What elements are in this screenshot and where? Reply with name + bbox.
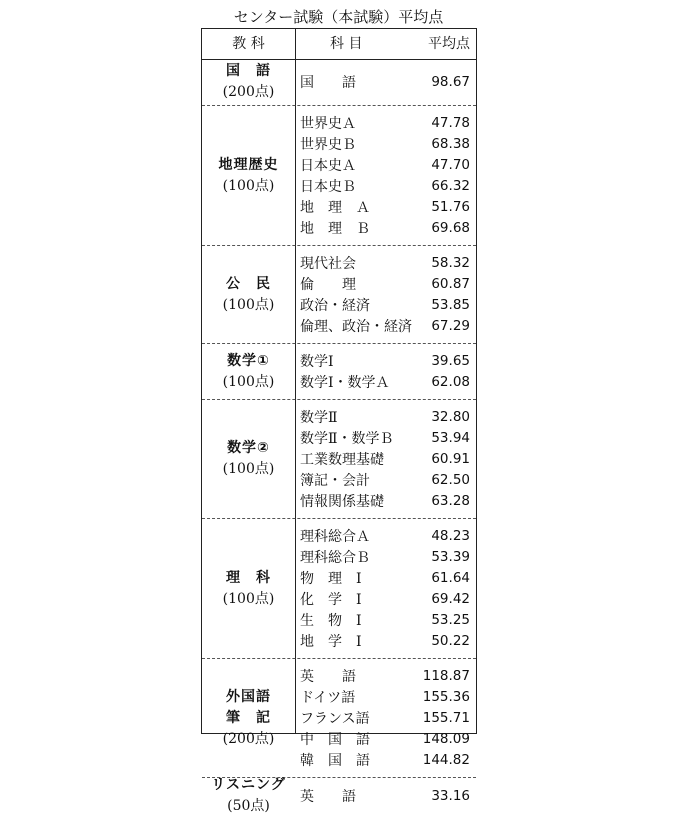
average-score: 148.09: [422, 731, 470, 747]
table-row: [300, 176, 470, 197]
average-score: 53.39: [431, 549, 470, 565]
average-score: 32.80: [431, 409, 470, 425]
table-row: [300, 547, 470, 568]
table-row: [300, 750, 470, 771]
subject-name: 政治・経済: [300, 298, 370, 314]
subject-name: 工業数理基礎: [300, 452, 384, 468]
average-score: 53.25: [431, 612, 470, 628]
subject-group: [202, 246, 476, 344]
group-points: (50点): [227, 797, 270, 814]
subject-name: 世界史Ｂ: [300, 137, 356, 153]
table-row: [300, 568, 470, 589]
group-name: 理 科: [226, 569, 271, 586]
subject-name: 地 学 Ⅰ: [300, 634, 362, 650]
subject-group: [202, 344, 476, 400]
group-points: (100点): [222, 296, 275, 313]
subject-name: 生 物 Ⅰ: [300, 613, 362, 629]
table-row: [300, 610, 470, 631]
group-rows: [300, 778, 470, 813]
group-label: [202, 106, 295, 245]
average-score: 62.50: [431, 472, 470, 488]
table-row: [300, 113, 470, 134]
group-name: 外国語: [226, 688, 271, 705]
group-name: 数学②: [227, 440, 270, 456]
subject-name: 日本史Ｂ: [300, 179, 356, 195]
subject-name: 物 理 Ⅰ: [300, 571, 362, 587]
average-score: 51.76: [431, 199, 470, 215]
subject-name: ドイツ語: [300, 690, 356, 706]
group-name: リスニング: [211, 776, 286, 793]
subject-name: 数学Ⅱ・数学Ｂ: [300, 431, 394, 447]
average-score: 68.38: [431, 136, 470, 152]
subject-name: 理科総合Ａ: [300, 529, 370, 545]
subject-name: 中 国 語: [300, 732, 370, 748]
average-score: 53.85: [431, 297, 470, 313]
subject-name: 国 語: [300, 75, 356, 91]
subject-group: [202, 778, 476, 813]
average-score: 155.71: [422, 710, 470, 726]
group-name-2: 筆 記: [226, 709, 271, 726]
table-row: [300, 449, 470, 470]
group-points: (100点): [222, 590, 275, 607]
subject-name: 化 学 Ⅰ: [300, 592, 362, 608]
group-rows: [300, 344, 470, 399]
header-subject: 科 目: [330, 36, 363, 52]
group-points: (200点): [222, 730, 275, 747]
group-points: (100点): [222, 177, 275, 194]
subject-name: 世界史Ａ: [300, 116, 356, 132]
group-name: 地理歴史: [218, 156, 279, 173]
table-row: [300, 134, 470, 155]
table-row: [300, 708, 470, 729]
page-title: センター試験（本試験）平均点: [233, 8, 444, 26]
table-row: [300, 491, 470, 512]
table-row: [300, 155, 470, 176]
average-score: 144.82: [422, 752, 470, 768]
group-name: 国 語: [226, 63, 271, 79]
group-name: 数学①: [227, 352, 270, 369]
average-score: 155.36: [422, 689, 470, 705]
table-row: [300, 687, 470, 708]
subject-name: 地 理 Ａ: [300, 200, 370, 216]
table-row: [300, 785, 470, 806]
average-score: 118.87: [422, 668, 470, 684]
average-score: 62.08: [431, 374, 470, 390]
average-score: 69.42: [431, 591, 470, 607]
table-row: [300, 295, 470, 316]
subject-name: 数学Ⅱ: [300, 410, 338, 426]
subject-group: [202, 106, 476, 246]
group-name: 公 民: [226, 275, 271, 292]
table-row: [300, 631, 470, 652]
subject-name: 英 語: [300, 669, 356, 685]
subject-name: フランス語: [300, 711, 370, 727]
table-row: [300, 470, 470, 491]
average-score: 61.64: [431, 570, 470, 586]
average-score: 48.23: [431, 528, 470, 544]
table-row: [300, 218, 470, 239]
average-score: 53.94: [431, 430, 470, 446]
subject-group: [202, 400, 476, 519]
subject-name: 理科総合Ｂ: [300, 550, 370, 566]
subject-group: [202, 659, 476, 778]
subject-name: 簿記・会計: [300, 473, 370, 489]
table-row: [300, 351, 470, 372]
table-row: [300, 729, 470, 750]
group-label: [202, 400, 295, 518]
group-rows: [300, 659, 470, 777]
group-rows: [300, 59, 470, 105]
subject-name: 数学Ⅰ・数学Ａ: [300, 375, 390, 391]
average-score: 58.32: [431, 255, 470, 271]
table-row: [300, 197, 470, 218]
subject-name: 韓 国 語: [300, 753, 370, 769]
group-rows: [300, 400, 470, 518]
group-points: (100点): [222, 373, 275, 390]
table-row: [300, 253, 470, 274]
table-row: [300, 72, 470, 93]
group-rows: [300, 246, 470, 343]
header-average: 平均点: [428, 36, 470, 52]
group-points: (200点): [222, 84, 275, 100]
group-points: (100点): [222, 461, 275, 477]
group-label: [202, 659, 295, 777]
group-label: [202, 246, 295, 343]
average-score: 60.87: [431, 276, 470, 292]
table-row: [300, 316, 470, 337]
table-row: [300, 526, 470, 547]
average-score: 39.65: [431, 353, 470, 369]
average-score: 69.68: [431, 220, 470, 236]
table-row: [300, 589, 470, 610]
average-score: 47.78: [431, 115, 470, 131]
subject-name: 数学Ⅰ: [300, 354, 334, 370]
table-row: [300, 274, 470, 295]
subject-name: 倫理、政治・経済: [300, 319, 412, 335]
average-score: 63.28: [431, 493, 470, 509]
average-score: 47.70: [431, 157, 470, 173]
subject-name: 英 語: [300, 788, 356, 805]
subject-group: [202, 59, 476, 106]
score-table: [201, 28, 477, 814]
group-rows: [300, 519, 470, 658]
table-row: [300, 428, 470, 449]
group-label: [202, 778, 295, 813]
group-label: [202, 344, 295, 399]
group-rows: [300, 106, 470, 245]
group-label: [202, 519, 295, 658]
average-score: 98.67: [431, 74, 470, 90]
subject-name: 現代社会: [300, 256, 356, 272]
average-score: 66.32: [431, 178, 470, 194]
table-header: [202, 29, 476, 60]
average-score: 60.91: [431, 451, 470, 467]
average-score: 67.29: [431, 318, 470, 334]
table-row: [300, 372, 470, 393]
average-score: 33.16: [431, 787, 470, 804]
average-score: 50.22: [431, 633, 470, 649]
subject-name: 倫 理: [300, 277, 356, 293]
subject-name: 日本史Ａ: [300, 158, 356, 174]
header-subject-area: 教 科: [232, 36, 265, 52]
table-row: [300, 666, 470, 687]
subject-name: 地 理 Ｂ: [300, 221, 370, 237]
subject-group: [202, 519, 476, 659]
group-label: [202, 59, 295, 105]
subject-name: 情報関係基礎: [300, 494, 384, 510]
table-row: [300, 407, 470, 428]
